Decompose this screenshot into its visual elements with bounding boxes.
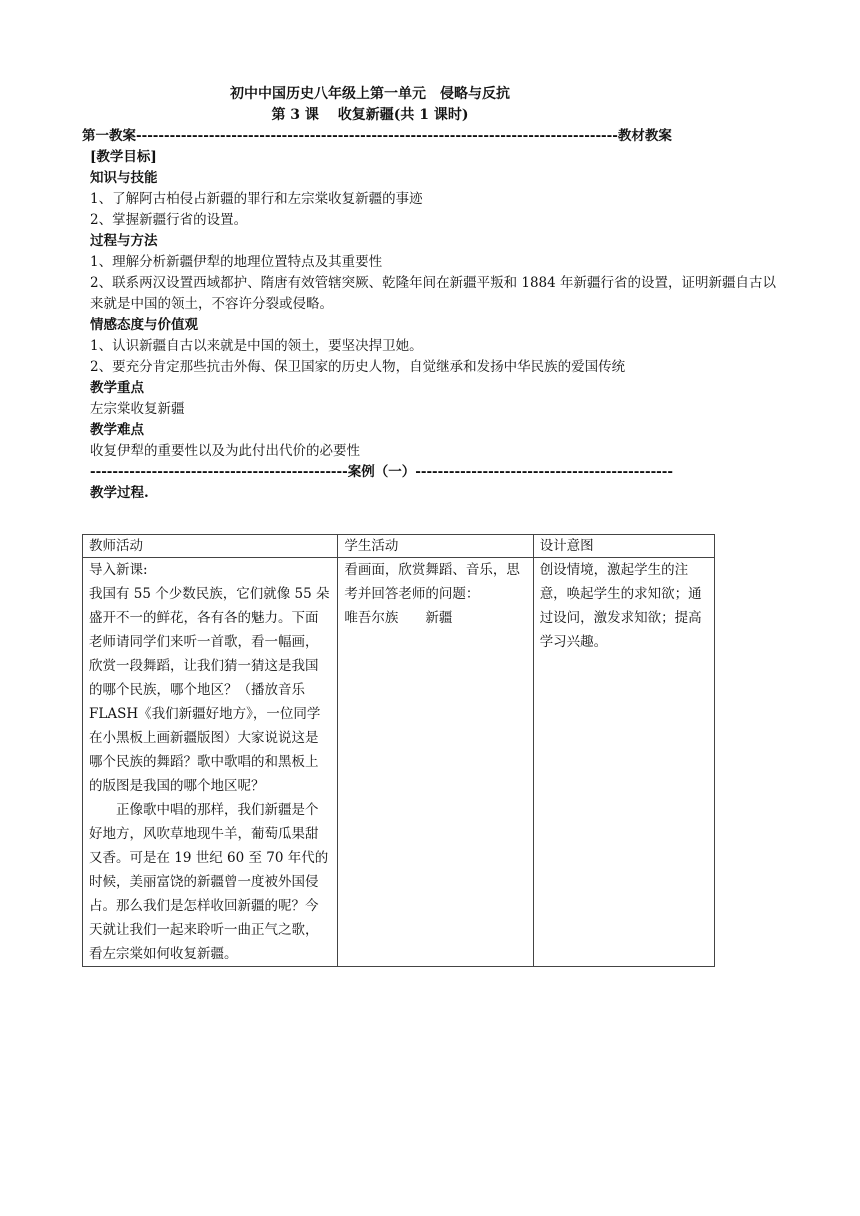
table-header-row [83, 535, 715, 558]
student-answer-text: 唯吾尔族 新疆 [344, 610, 453, 626]
student-activity-text: 看画面，欣赏舞蹈、音乐，思考并回答老师的问题： [344, 562, 520, 602]
table-row [83, 558, 715, 967]
knowledge-item: 2、掌握新疆行省的设置。 [90, 212, 248, 228]
document-title: 初中中国历史八年级上第一单元 侵略与反抗 [230, 86, 510, 102]
knowledge-item: 1、了解阿古柏侵占新疆的罪行和左宗棠收复新疆的事迹 [90, 191, 423, 207]
process-method-heading: 过程与方法 [90, 233, 158, 249]
design-intent-text: 创设情境，激起学生的注意，唤起学生的求知欲；通过设问，激发求知欲；提高学习兴趣。 [539, 562, 702, 650]
student-activity-cell [338, 558, 533, 967]
teacher-intro-text: 我国有 55 个少数民族，它们就像 55 朵盛开不一的鲜花，各有各的魅力。下面老师请同学们来听一首歌，看一幅画，欣赏一段舞蹈，让我们猜一猜这是我国的哪个民族，哪个地区？（播放音乐 FLASH《我们新疆好地方》，一位同学在小黑板上画新疆版图）大家说说这是哪个民族的舞蹈？歌中歌唱的和黑板上的版图是我国的哪个地区呢？ [89, 586, 330, 794]
teacher-transition-text: 正像歌中唱的那样，我们新疆是个好地方，风吹草地现牛羊，葡萄瓜果甜又香。可是在 19 世纪 60 至 70 年代的时候，美丽富饶的新疆曾一度被外国侵占。那么我们是怎样收回新疆的呢？今天就让我们一起来聆听一曲正气之歌，看左宗棠如何收复新疆。 [89, 802, 329, 962]
emotion-heading: 情感态度与价值观 [90, 317, 198, 333]
header-design-intent: 设计意图 [533, 535, 714, 558]
teaching-process-table [82, 534, 715, 967]
emotion-item: 2、要充分肯定那些抗击外侮、保卫国家的历史人物，自觉继承和发扬中华民族的爱国传统 [90, 359, 626, 375]
teacher-activity-cell [83, 558, 338, 967]
difficulty-heading: 教学难点 [90, 422, 144, 438]
design-intent-cell [533, 558, 714, 967]
plan-divider: 第一教案--------------------------------------------------------------------------------------教材教案 [82, 128, 672, 144]
lesson-title: 第 3 课 收复新疆(共 1 课时) [271, 107, 469, 123]
emotion-item: 1、认识新疆自古以来就是中国的领土，要坚决捍卫她。 [90, 338, 423, 354]
process-item: 1、理解分析新疆伊犁的地理位置特点及其重要性 [90, 254, 383, 270]
document-body [82, 84, 777, 504]
process-item: 2、联系两汉设置西域都护、隋唐有效管辖突厥、乾隆年间在新疆平叛和 1884 年新疆行省的设置，证明新疆自古以来就是中国的领土，不容许分裂或侵略。 [90, 275, 777, 312]
case-divider: ----------------------------------------------案例（一）---------------------------------------------- [90, 464, 673, 480]
teaching-process-heading: 教学过程. [90, 485, 149, 501]
key-point-heading: 教学重点 [90, 380, 144, 396]
header-teacher-activity: 教师活动 [83, 535, 338, 558]
header-student-activity: 学生活动 [338, 535, 533, 558]
objectives-heading: [教学目标] [90, 149, 157, 165]
difficulty-point: 收复伊犁的重要性以及为此付出代价的必要性 [90, 443, 360, 459]
teacher-intro-label: 导入新课: [89, 562, 148, 578]
knowledge-heading: 知识与技能 [90, 170, 158, 186]
key-point: 左宗棠收复新疆 [90, 401, 185, 417]
